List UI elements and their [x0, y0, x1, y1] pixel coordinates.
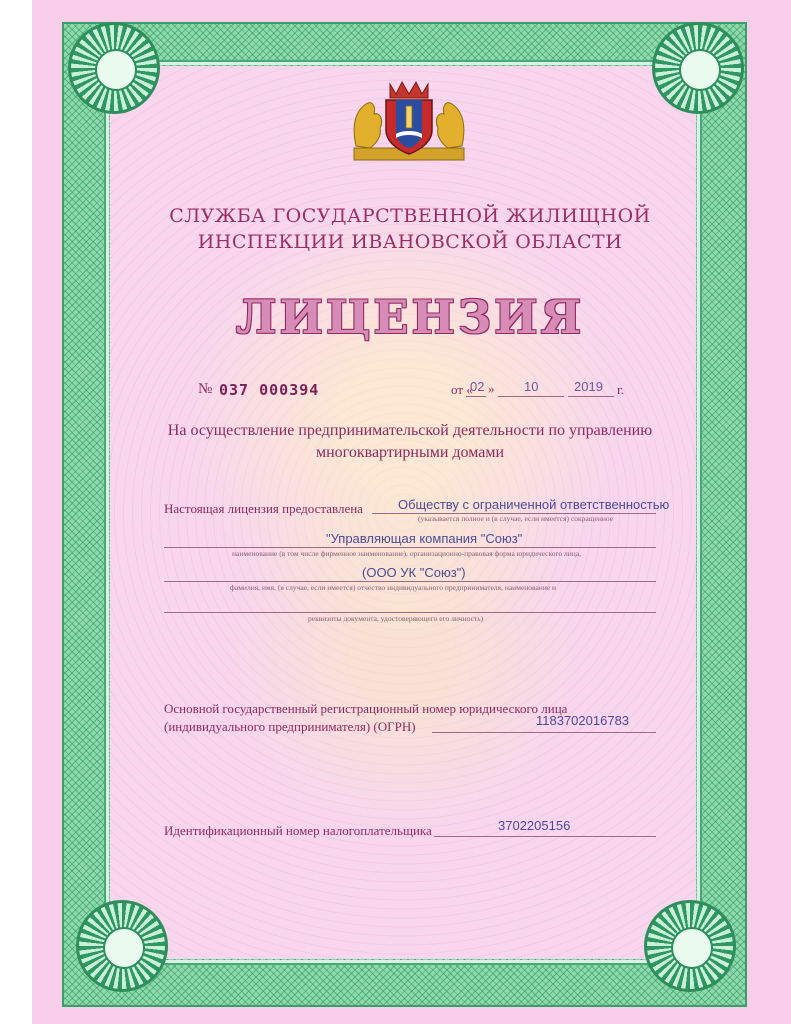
- date-prefix: от «: [451, 382, 473, 397]
- grantee-value-line2: "Управляющая компания "Союз": [326, 531, 523, 546]
- license-number: 037 000394: [219, 381, 320, 399]
- grantee-hint-2: наименование (в том числе фирменное наименование), организационно-правовая форма юридического лица,: [232, 549, 581, 558]
- corner-rosette-icon: [652, 22, 744, 114]
- grantee-hint-3: фамилия, имя, (в случае, если имеется) отчество индивидуального предпринимателя, наименование и: [230, 583, 557, 592]
- grantee-value-line3: (ООО УК "Союз"): [362, 565, 466, 580]
- license-month: 10: [524, 379, 539, 394]
- inn-value: 3702205156: [498, 818, 571, 833]
- grantee-label: Настоящая лицензия предоставлена: [164, 501, 363, 516]
- grantee-underline-3: [164, 581, 656, 582]
- coat-of-arms-icon: [346, 76, 472, 164]
- ogrn-underline: [432, 732, 656, 733]
- license-number-label: №: [198, 381, 213, 397]
- document-title: ЛИЦЕНЗИЯ: [235, 290, 585, 344]
- activity-description-line1: На осуществление предпринимательской деятельности по управлению: [167, 422, 653, 439]
- corner-rosette-icon: [76, 900, 168, 992]
- year-suffix: г.: [617, 382, 625, 397]
- corner-rosette-icon: [68, 22, 160, 114]
- ogrn-label-line2: (индивидуального предпринимателя) (ОГРН): [164, 719, 416, 734]
- year-underline: [568, 396, 614, 397]
- date-day-close: »: [488, 381, 495, 396]
- grantee-underline-2: [164, 547, 656, 548]
- day-underline: [466, 396, 486, 397]
- grantee-underline-4: [164, 612, 656, 613]
- issuer-name-line1: СЛУЖБА ГОСУДАРСТВЕННОЙ ЖИЛИЩНОЙ: [169, 205, 651, 227]
- issuer-name-line2: ИНСПЕКЦИИ ИВАНОВСКОЙ ОБЛАСТИ: [197, 231, 623, 253]
- grantee-value-line1: Обществу с ограниченной ответственностью: [398, 497, 670, 512]
- license-day: 02: [470, 379, 485, 394]
- corner-rosette-icon: [644, 900, 736, 992]
- ogrn-label-line1: Основной государственный регистрационный номер юридического лица: [164, 701, 568, 716]
- activity-description-line2: многоквартирными домами: [315, 444, 505, 461]
- license-year: 2019: [574, 379, 603, 394]
- inn-label: Идентификационный номер налогоплательщика: [164, 823, 432, 838]
- ogrn-value: 1183702016783: [536, 713, 630, 728]
- grantee-hint-4: реквизиты документа, удостоверяющего его личность): [308, 614, 484, 623]
- grantee-hint-1: (указывается полное и (в случае, если имеется) сокращенное: [418, 514, 614, 523]
- inn-underline: [434, 836, 656, 837]
- month-underline: [498, 396, 564, 397]
